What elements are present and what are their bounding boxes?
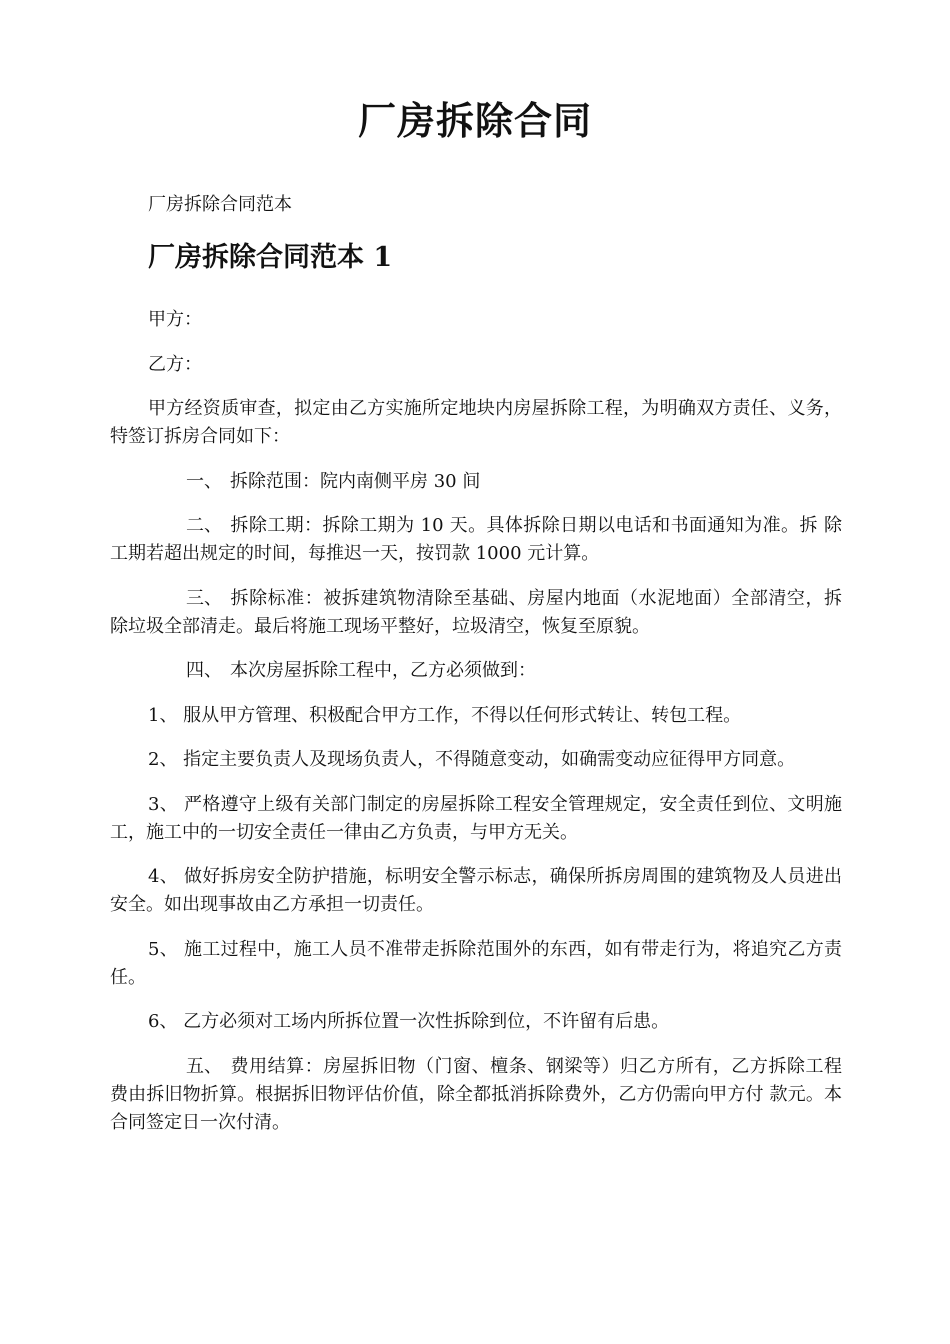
paragraph-party-a bbox=[110, 306, 842, 334]
sub-item-2 bbox=[110, 746, 842, 774]
paragraph-party-b bbox=[110, 351, 842, 379]
paragraph-preamble bbox=[110, 395, 842, 451]
sub-item-6 bbox=[110, 1008, 842, 1036]
sub-item-text: 4、 做好拆房安全防护措施，标明安全警示标志，确保所拆房周围的建筑物及人员进出安全。如出现事故由乙方承担一切责任。 bbox=[110, 866, 842, 915]
sub-item-text: 2、 指定主要负责人及现场负责人，不得随意变动，如确需变动应征得甲方同意。 bbox=[148, 749, 796, 770]
sub-item-5 bbox=[110, 936, 842, 992]
paragraph-text: 甲方： bbox=[148, 309, 202, 330]
clause-1 bbox=[110, 468, 842, 496]
clause-5 bbox=[110, 1053, 842, 1137]
clause-4 bbox=[110, 657, 842, 685]
sub-item-4 bbox=[110, 863, 842, 919]
sub-item-1 bbox=[110, 702, 842, 730]
clause-text: 费用结算：房屋拆旧物（门窗、檀条、钢梁等）归乙方所有，乙方拆除工程 费由拆旧物折算。根据拆旧物评估价值，除全都抵消拆除费外，乙方仍需向甲方付 款元。本合同签定日一次付清。 bbox=[110, 1055, 842, 1133]
sub-item-3 bbox=[110, 791, 842, 847]
clause-number: 二、 bbox=[186, 515, 222, 536]
clause-text: 拆除标准：被拆建筑物清除至基础、房屋内地面（水泥地面）全部清空，拆 除垃圾全部清走。最后将施工现场平整好，垃圾清空，恢复至原貌。 bbox=[110, 587, 842, 637]
clause-text: 本次房屋拆除工程中，乙方必须做到： bbox=[230, 660, 536, 681]
sub-item-text: 5、 施工过程中，施工人员不准带走拆除范围外的东西，如有带走行为，将追究乙方责任。 bbox=[110, 938, 842, 988]
document-title: 厂房拆除合同 bbox=[357, 98, 592, 143]
clause-text: 拆除范围：院内南侧平房 30 间 bbox=[230, 470, 481, 492]
paragraph-text: 乙方： bbox=[148, 353, 202, 375]
sub-item-text: 3、 严格遵守上级有关部门制定的房屋拆除工程安全管理规定，安全责任到位、文明施工，施工中的一切安全责任一律由乙方负责，与甲方无关。 bbox=[110, 793, 842, 843]
document-subtitle: 厂房拆除合同范本 bbox=[148, 194, 292, 215]
clause-text: 拆除工期：拆除工期为 10 天。具体拆除日期以电话和书面通知为准。拆 除工期若超出规定的时间，每推迟一天，按罚款 1000 元计算。 bbox=[110, 515, 842, 564]
clause-2 bbox=[110, 512, 842, 568]
clause-number: 一、 bbox=[186, 470, 222, 492]
section-heading: 厂房拆除合同范本 1 bbox=[148, 242, 393, 273]
clause-number: 三、 bbox=[186, 587, 222, 609]
clause-number: 五、 bbox=[186, 1055, 222, 1077]
clause-3 bbox=[110, 585, 842, 641]
sub-item-text: 1、 服从甲方管理、积极配合甲方工作，不得以任何形式转让、转包工程。 bbox=[148, 704, 742, 726]
sub-item-text: 6、 乙方必须对工场内所拆位置一次性拆除到位，不许留有后患。 bbox=[148, 1011, 670, 1032]
paragraph-text: 甲方经资质审查，拟定由乙方实施所定地块内房屋拆除工程，为明确双方责任、义务，特签订拆房合同如下： bbox=[110, 398, 842, 447]
clause-number: 四、 bbox=[186, 660, 222, 681]
contract-body bbox=[110, 306, 842, 1153]
